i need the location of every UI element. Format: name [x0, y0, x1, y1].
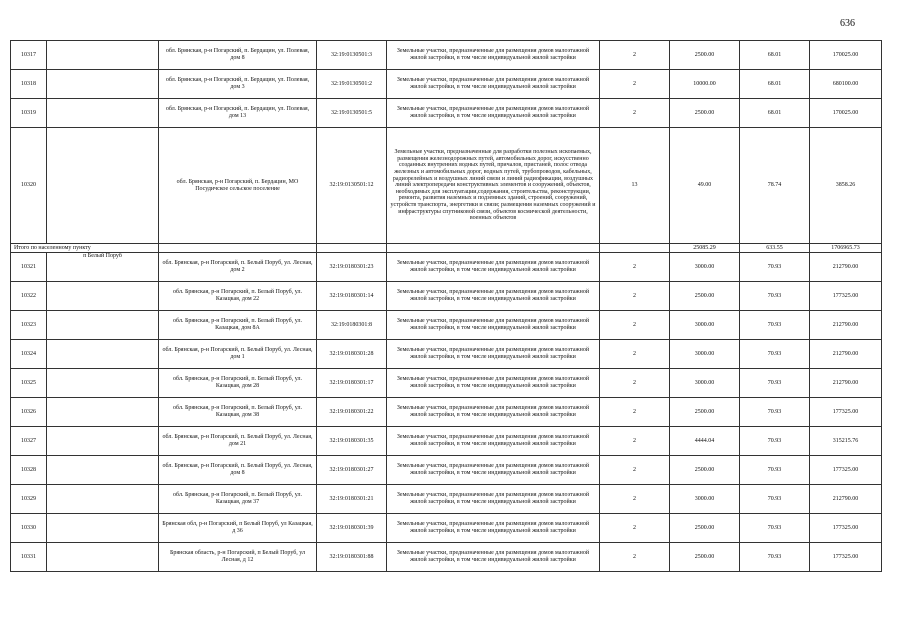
cadastral-number: 32:19:0180301:88: [317, 543, 387, 572]
cadastral-number: 32:19:0180301:35: [317, 427, 387, 456]
rate-cell: 70.93: [740, 427, 810, 456]
address-cell: обл. Брянская, р-н Погарский, п. Белый Поруб, ул. Лесная, дом 21: [159, 427, 317, 456]
table-row: [11, 70, 882, 99]
row-number: 10319: [11, 99, 47, 128]
address-cell: обл. Брянская, р-н Погарский, п. Белый Поруб, ул. Казацкая, дом 8А: [159, 311, 317, 340]
row-number: 10322: [11, 282, 47, 311]
rate-cell: 70.93: [740, 485, 810, 514]
area-cell: 2500.00: [670, 41, 740, 70]
land-use-cell: Земельные участки, предназначенные для размещения домов малоэтажной жилой застройки, в том числе индивидуальной жилой застройки: [387, 427, 600, 456]
value-cell: 170025.00: [810, 99, 882, 128]
row-number: 10327: [11, 427, 47, 456]
group-code: 2: [600, 485, 670, 514]
group-code: 2: [600, 311, 670, 340]
area-cell: 3000.00: [670, 485, 740, 514]
group-code: 2: [600, 427, 670, 456]
row-number: 10321: [11, 253, 47, 282]
value-cell: 680100.00: [810, 70, 882, 99]
cadastral-number: 32:19:0180301:14: [317, 282, 387, 311]
area-cell: 2500.00: [670, 398, 740, 427]
rate-cell: 68.01: [740, 70, 810, 99]
land-use-cell: Земельные участки, предназначенные для размещения домов малоэтажной жилой застройки, в том числе индивидуальной жилой застройки: [387, 253, 600, 282]
subsection-label: п Белый Поруб: [83, 253, 122, 259]
cadastral-number: 32:19:0130501:3: [317, 41, 387, 70]
rate-cell: 70.93: [740, 282, 810, 311]
value-cell: 212790.00: [810, 340, 882, 369]
table-row: [11, 456, 882, 485]
empty-cell: [47, 128, 159, 244]
rate-cell: 70.93: [740, 543, 810, 572]
land-registry-table: [10, 40, 882, 572]
land-use-cell: Земельные участки, предназначенные для размещения домов малоэтажной жилой застройки, в том числе индивидуальной жилой застройки: [387, 369, 600, 398]
table-row: [11, 369, 882, 398]
value-cell: 315215.76: [810, 427, 882, 456]
empty-cell: [47, 485, 159, 514]
row-number: 10328: [11, 456, 47, 485]
rate-cell: 70.93: [740, 311, 810, 340]
cadastral-number: 32:19:0180301:27: [317, 456, 387, 485]
land-use-cell: Земельные участки, предназначенные для разработки полезных ископаемых, размещения железнодорожных путей, автомобильных дорог, искусственно созданных внутренних водных путей, причалов, пристаней, полос отвода железных и автомобильных дорог, водных путей, трубопроводов, кабельных, радиорелейных и воздушных линий связи и линий радиофикации, воздушных линий электропередачи конструктивных элементов и сооружений, объектов, необходимых для эксплуатации,содержания, строительства, реконструкции, ремонта, развития наземных и подземных зданий, строений, сооружений, устройств транспорта, энергетики и связи; размещения наземных сооружений и инфраструктуры спутниковой связи, объектов космической деятельности, военных объектов: [387, 128, 600, 244]
area-cell: 3000.00: [670, 340, 740, 369]
empty-cell: [47, 99, 159, 128]
empty-cell: [47, 514, 159, 543]
cadastral-number: 32:19:0180301:23: [317, 253, 387, 282]
area-cell: 10000.00: [670, 70, 740, 99]
address-cell: обл. Брянская, р-н Погарский, п. Белый Поруб, ул. Казацкая, дом 37: [159, 485, 317, 514]
land-use-cell: Земельные участки, предназначенные для размещения домов малоэтажной жилой застройки, в том числе индивидуальной жилой застройки: [387, 311, 600, 340]
value-cell: 177325.00: [810, 282, 882, 311]
table-row: [11, 41, 882, 70]
empty-cell: [47, 369, 159, 398]
land-use-cell: Земельные участки, предназначенные для размещения домов малоэтажной жилой застройки, в том числе индивидуальной жилой застройки: [387, 514, 600, 543]
address-cell: обл. Брянская, р-н Погарский, п. Белый Поруб, ул. Казацкая, дом 22: [159, 282, 317, 311]
table-row: [11, 282, 882, 311]
table-row: [11, 543, 882, 572]
row-number: 10323: [11, 311, 47, 340]
land-use-cell: Земельные участки, предназначенные для размещения домов малоэтажной жилой застройки, в том числе индивидуальной жилой застройки: [387, 70, 600, 99]
rate-cell: 68.01: [740, 99, 810, 128]
row-number: 10330: [11, 514, 47, 543]
rate-cell: 70.93: [740, 369, 810, 398]
value-cell: 3858.26: [810, 128, 882, 244]
value-cell: 177325.00: [810, 514, 882, 543]
rate-cell: 68.01: [740, 41, 810, 70]
cadastral-number: 32:19:0180301:39: [317, 514, 387, 543]
value-cell: 212790.00: [810, 369, 882, 398]
row-number: 10324: [11, 340, 47, 369]
area-cell: 4444.04: [670, 427, 740, 456]
land-use-cell: Земельные участки, предназначенные для размещения домов малоэтажной жилой застройки, в том числе индивидуальной жилой застройки: [387, 456, 600, 485]
land-use-cell: Земельные участки, предназначенные для размещения домов малоэтажной жилой застройки, в том числе индивидуальной жилой застройки: [387, 41, 600, 70]
rate-cell: 70.93: [740, 398, 810, 427]
cadastral-number: 32:19:0180301:8: [317, 311, 387, 340]
land-use-cell: Земельные участки, предназначенные для размещения домов малоэтажной жилой застройки, в том числе индивидуальной жилой застройки: [387, 485, 600, 514]
group-code: 2: [600, 543, 670, 572]
address-cell: Брянская обл, р-н Погарский, п Белый Поруб, ул Казацкая, д 36: [159, 514, 317, 543]
row-number: 10329: [11, 485, 47, 514]
group-code: 2: [600, 253, 670, 282]
address-cell: обл. Брянская, р-н Погарский, п. Бердацин, ул. Полевая, дом 13: [159, 99, 317, 128]
area-cell: 2500.00: [670, 543, 740, 572]
address-cell: обл. Брянская, р-н Погарский, п. Белый Поруб, ул. Лесная, дом 8: [159, 456, 317, 485]
total-area: 25085.29: [670, 244, 740, 253]
table-row: [11, 340, 882, 369]
area-cell: 2500.00: [670, 99, 740, 128]
table-row: [11, 128, 882, 244]
empty-cell: [47, 253, 159, 282]
area-cell: 3000.00: [670, 253, 740, 282]
total-value: 1706965.73: [810, 244, 882, 253]
group-code: 13: [600, 128, 670, 244]
value-cell: 177325.00: [810, 398, 882, 427]
address-cell: обл. Брянская, р-н Погарский, п. Белый Поруб, ул. Лесная, дом 2: [159, 253, 317, 282]
group-code: 2: [600, 70, 670, 99]
rate-cell: 78.74: [740, 128, 810, 244]
group-code: 2: [600, 398, 670, 427]
value-cell: 177325.00: [810, 543, 882, 572]
group-code: 2: [600, 99, 670, 128]
settlement-total-row: [11, 244, 882, 253]
empty-cell: [47, 340, 159, 369]
cadastral-number: 32:19:0130501:5: [317, 99, 387, 128]
rate-cell: 70.93: [740, 253, 810, 282]
table-row: [11, 427, 882, 456]
empty-cell: [47, 456, 159, 485]
row-number: 10325: [11, 369, 47, 398]
area-cell: 3000.00: [670, 311, 740, 340]
value-cell: 170025.00: [810, 41, 882, 70]
address-cell: обл. Брянская, р-н Погарский, п. Белый Поруб, ул. Лесная, дом 1: [159, 340, 317, 369]
cadastral-number: 32:19:0130501:12: [317, 128, 387, 244]
group-code: 2: [600, 340, 670, 369]
cadastral-number: 32:19:0180301:21: [317, 485, 387, 514]
land-use-cell: Земельные участки, предназначенные для размещения домов малоэтажной жилой застройки, в том числе индивидуальной жилой застройки: [387, 398, 600, 427]
area-cell: 2500.00: [670, 282, 740, 311]
value-cell: 212790.00: [810, 311, 882, 340]
empty-cell: [47, 282, 159, 311]
empty-cell: [47, 543, 159, 572]
table-row: [11, 253, 882, 282]
row-number: 10326: [11, 398, 47, 427]
row-number: 10317: [11, 41, 47, 70]
address-cell: обл. Брянская, р-н Погарский, п. Бердацин, ул. Полевая, дом 8: [159, 41, 317, 70]
value-cell: 212790.00: [810, 485, 882, 514]
empty-cell: [47, 41, 159, 70]
area-cell: 3000.00: [670, 369, 740, 398]
cadastral-number: 32:19:0180301:28: [317, 340, 387, 369]
table-row: [11, 99, 882, 128]
address-cell: обл. Брянская, р-н Погарский, п. Бердацин, МО Посудичское сельское поселение: [159, 128, 317, 244]
cadastral-number: 32:19:0130501:2: [317, 70, 387, 99]
value-cell: 177325.00: [810, 456, 882, 485]
table-row: [11, 514, 882, 543]
total-label: Итого по населенному пункту: [11, 244, 159, 253]
area-cell: 2500.00: [670, 456, 740, 485]
value-cell: 212790.00: [810, 253, 882, 282]
table-row: [11, 311, 882, 340]
row-number: 10318: [11, 70, 47, 99]
cadastral-number: 32:19:0180301:22: [317, 398, 387, 427]
rate-cell: 70.93: [740, 514, 810, 543]
address-cell: обл. Брянская, р-н Погарский, п. Белый Поруб, ул. Казацкая, дом 38: [159, 398, 317, 427]
group-code: 2: [600, 41, 670, 70]
total-rate: 633.55: [740, 244, 810, 253]
address-cell: обл. Брянская, р-н Погарский, п. Бердацин, ул. Полевая, дом 3: [159, 70, 317, 99]
address-cell: обл. Брянская, р-н Погарский, п. Белый Поруб, ул. Казацкая, дом 28: [159, 369, 317, 398]
empty-cell: [47, 311, 159, 340]
row-number: 10320: [11, 128, 47, 244]
land-use-cell: Земельные участки, предназначенные для размещения домов малоэтажной жилой застройки, в том числе индивидуальной жилой застройки: [387, 282, 600, 311]
cadastral-number: 32:19:0180301:17: [317, 369, 387, 398]
empty-cell: [47, 398, 159, 427]
group-code: 2: [600, 282, 670, 311]
area-cell: 2500.00: [670, 514, 740, 543]
address-cell: Брянская область, р-н Погарский, п Белый Поруб, ул Лесная, д 12: [159, 543, 317, 572]
rate-cell: 70.93: [740, 340, 810, 369]
land-use-cell: Земельные участки, предназначенные для размещения домов малоэтажной жилой застройки, в том числе индивидуальной жилой застройки: [387, 543, 600, 572]
row-number: 10331: [11, 543, 47, 572]
page-number: 636: [840, 18, 855, 29]
area-cell: 49.00: [670, 128, 740, 244]
group-code: 2: [600, 514, 670, 543]
group-code: 2: [600, 456, 670, 485]
group-code: 2: [600, 369, 670, 398]
table-row: [11, 485, 882, 514]
table-row: [11, 398, 882, 427]
empty-cell: [47, 427, 159, 456]
land-use-cell: Земельные участки, предназначенные для размещения домов малоэтажной жилой застройки, в том числе индивидуальной жилой застройки: [387, 99, 600, 128]
empty-cell: [47, 70, 159, 99]
land-use-cell: Земельные участки, предназначенные для размещения домов малоэтажной жилой застройки, в том числе индивидуальной жилой застройки: [387, 340, 600, 369]
rate-cell: 70.93: [740, 456, 810, 485]
